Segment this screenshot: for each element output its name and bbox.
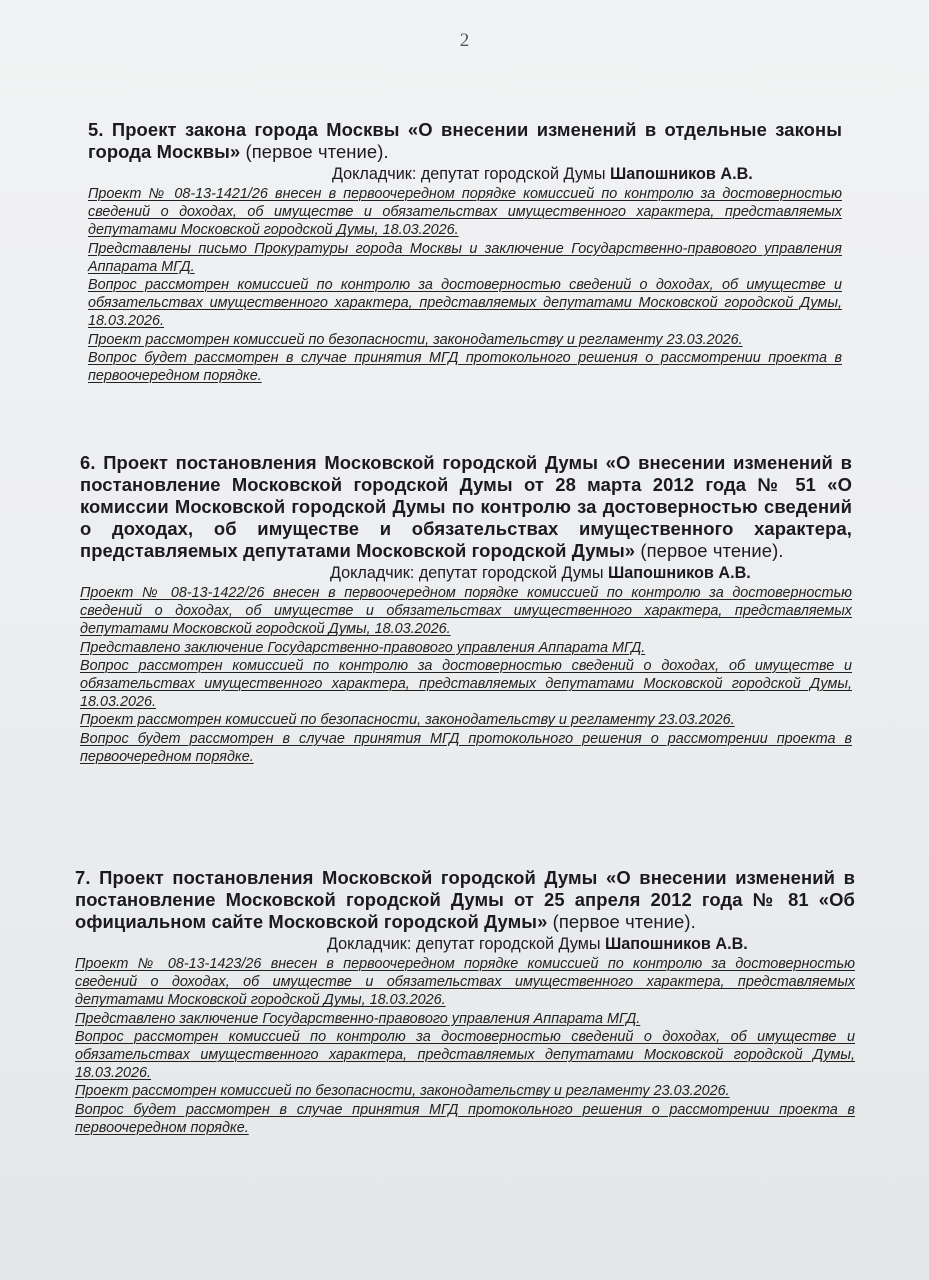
speaker-name: Шапошников А.В. xyxy=(605,935,748,953)
item-heading xyxy=(88,119,842,163)
item-number: 6. xyxy=(80,452,96,473)
item-reading-stage: (первое чтение). xyxy=(240,141,389,162)
note-paragraph: Представлено заключение Государственно-правового управления Аппарата МГД. xyxy=(80,639,646,656)
note-paragraph: Представлено заключение Государственно-правового управления Аппарата МГД. xyxy=(75,1010,641,1027)
speaker-line xyxy=(88,164,842,184)
item-number: 7. xyxy=(75,867,91,888)
item-notes xyxy=(88,185,842,385)
speaker-prefix: Докладчик: депутат городской Думы xyxy=(332,165,610,183)
note-paragraph: Проект рассмотрен комиссией по безопасности, законодательству и регламенту 23.03.2026. xyxy=(75,1083,730,1100)
item-reading-stage: (первое чтение). xyxy=(635,540,784,561)
agenda-item-6 xyxy=(80,452,852,766)
item-heading xyxy=(75,867,855,933)
note-paragraph: Проект № 08-13-1423/26 внесен в первоочередном порядке комиссией по контролю за достоверностью сведений о доходах, об имуществе и обязательствах имущественного характера, представляемых депутатами Московской городской Думы, 18.03.2026. xyxy=(75,956,855,1009)
note-paragraph: Представлены письмо Прокуратуры города Москвы и заключение Государственно-правового управления Аппарата МГД. xyxy=(88,240,842,275)
speaker-prefix: Докладчик: депутат городской Думы xyxy=(327,935,605,953)
speaker-line xyxy=(75,934,855,954)
speaker-name: Шапошников А.В. xyxy=(610,165,753,183)
agenda-item-5 xyxy=(88,119,842,385)
note-paragraph: Вопрос рассмотрен комиссией по контролю за достоверностью сведений о доходах, об имуществе и обязательствах имущественного характера, представляемых депутатами Московской городской Думы, 18.03.2026. xyxy=(80,657,852,711)
item-title: Проект постановления Московской городской Думы «О внесении изменений в постановление Московской городской Думы от 25 апреля 2012 года № 81 «Об официальном сайте Московской городской Думы» xyxy=(75,867,855,932)
item-title: Проект закона города Москвы «О внесении изменений в отдельные законы города Москвы» xyxy=(88,119,842,162)
item-notes xyxy=(80,584,852,766)
note-paragraph: Проект № 08-13-1422/26 внесен в первоочередном порядке комиссией по контролю за достоверностью сведений о доходах, об имуществе и обязательствах имущественного характера, представляемых депутатами Московской городской Думы, 18.03.2026. xyxy=(80,585,852,638)
speaker-prefix: Докладчик: депутат городской Думы xyxy=(330,564,608,582)
note-paragraph: Проект рассмотрен комиссией по безопасности, законодательству и регламенту 23.03.2026. xyxy=(80,712,735,729)
note-paragraph: Вопрос рассмотрен комиссией по контролю за достоверностью сведений о доходах, об имуществе и обязательствах имущественного характера, представляемых депутатами Московской городской Думы, 18.03.2026. xyxy=(88,277,842,330)
item-reading-stage: (первое чтение). xyxy=(547,911,696,932)
note-paragraph: Проект рассмотрен комиссией по безопасности, законодательству и регламенту 23.03.2026. xyxy=(88,331,743,348)
note-paragraph: Вопрос будет рассмотрен в случае принятия МГД протокольного решения о рассмотрении проекта в первоочередном порядке. xyxy=(75,1101,855,1136)
item-number: 5. xyxy=(88,119,104,140)
item-title: Проект постановления Московской городской Думы «О внесении изменений в постановление Московской городской Думы от 28 марта 2012 года № 51 «О комиссии Московской городской Думы по контролю за достоверностью сведений о доходах, об имуществе и обязательствах имущественного характера, представляемых депутатами Московской городской Думы» xyxy=(80,452,852,561)
speaker-name: Шапошников А.В. xyxy=(608,564,751,582)
page-number: 2 xyxy=(459,30,470,51)
note-paragraph: Вопрос будет рассмотрен в случае принятия МГД протокольного решения о рассмотрении проекта в первоочередном порядке. xyxy=(88,349,842,385)
note-paragraph: Вопрос рассмотрен комиссией по контролю за достоверностью сведений о доходах, об имуществе и обязательствах имущественного характера, представляемых депутатами Московской городской Думы, 18.03.2026. xyxy=(75,1028,855,1082)
agenda-item-7 xyxy=(75,867,855,1137)
item-heading xyxy=(80,452,852,562)
speaker-line xyxy=(80,563,852,583)
note-paragraph: Вопрос будет рассмотрен в случае принятия МГД протокольного решения о рассмотрении проекта в первоочередном порядке. xyxy=(80,730,852,765)
item-notes xyxy=(75,955,855,1137)
note-paragraph: Проект № 08-13-1421/26 внесен в первоочередном порядке комиссией по контролю за достоверностью сведений о доходах, об имуществе и обязательствах имущественного характера, представляемых депутатами Московской городской Думы, 18.03.2026. xyxy=(88,186,842,239)
